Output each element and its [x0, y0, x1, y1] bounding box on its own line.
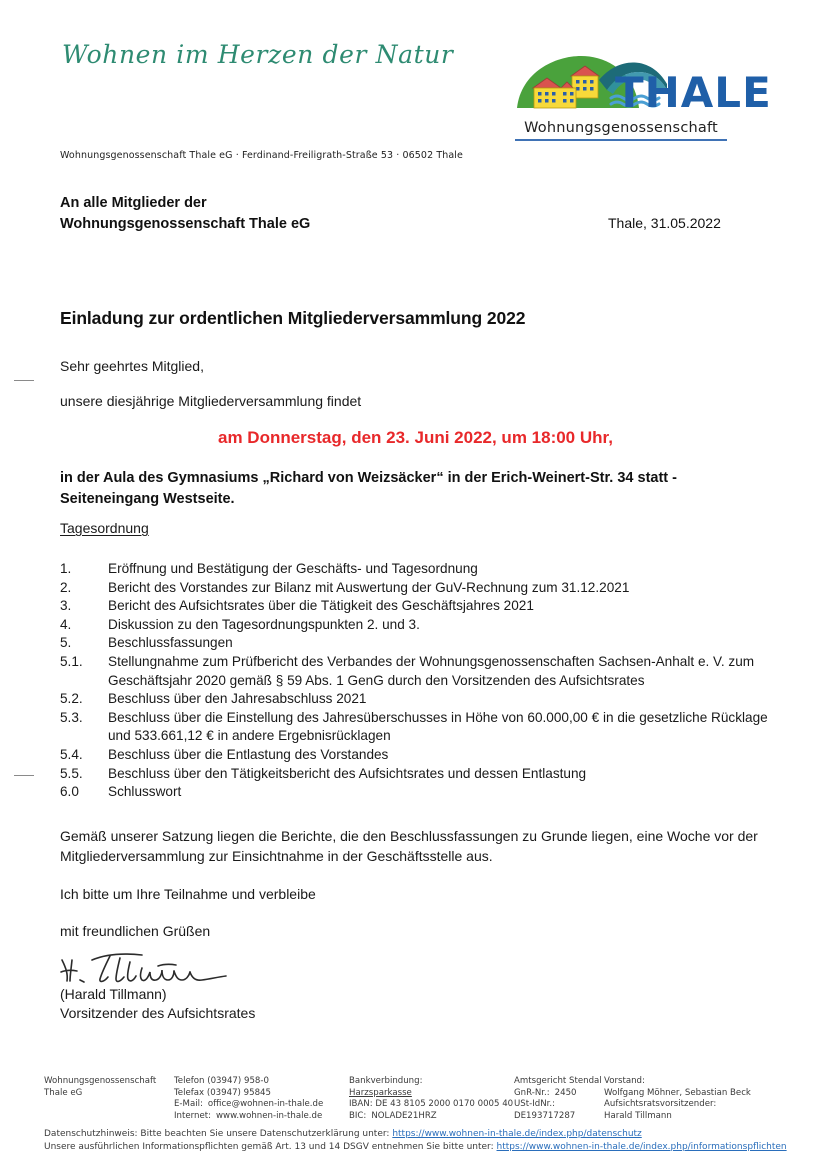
agenda-item: [60, 690, 772, 709]
agenda-item-number: 5.1.: [60, 653, 83, 669]
footer-email-label: E-Mail:: [174, 1099, 203, 1110]
place-and-date: Thale, 31.05.2022: [608, 215, 721, 231]
agenda-item: [60, 709, 772, 746]
closing-request: Ich bitte um Ihre Teilnahme und verbleibe: [60, 886, 316, 902]
sender-address-line: Wohnungsgenossenschaft Thale eG · Ferdinand-Freiligrath-Straße 53 · 06502 Thale: [60, 150, 463, 161]
logo-graphic: [515, 50, 772, 122]
company-logo: [515, 50, 772, 141]
footer-bank-name: Harzsparkasse: [349, 1087, 412, 1098]
agenda-item-text: Beschluss über den Jahresabschluss 2021: [108, 691, 367, 707]
agenda-item-text: Bericht des Aufsichtsrates über die Tätigkeit des Geschäftsjahres 2021: [108, 598, 534, 614]
agenda-item-number: 5.3.: [60, 709, 83, 725]
privacy-policy-link[interactable]: https://www.wohnen-in-thale.de/index.php/datenschutz: [392, 1129, 642, 1139]
agenda-item-text: Beschluss über die Einstellung des Jahresüberschusses in Höhe von 60.000,00 € in die gesetzliche Rücklage und 533.661,12 € in andere Ergebnisrücklagen: [108, 709, 768, 744]
recipient-line-2: Wohnungsgenossenschaft Thale eG: [60, 216, 311, 232]
fold-mark-lower: [14, 775, 34, 776]
footer: [44, 1076, 789, 1122]
privacy-line-2: [44, 1141, 804, 1154]
privacy-line-1-text: Datenschutzhinweis: Bitte beachten Sie unsere Datenschutzerklärung unter:: [44, 1129, 390, 1139]
footer-register-column: [514, 1076, 604, 1122]
privacy-notice: [44, 1128, 804, 1154]
agenda-item: [60, 597, 772, 616]
footer-internet-row: [174, 1111, 349, 1123]
recipient-address: [60, 193, 310, 235]
footer-board-title: Vorstand:: [604, 1076, 645, 1086]
information-obligations-link[interactable]: https://www.wohnen-in-thale.de/index.php/informationspflichten: [496, 1142, 787, 1152]
footer-chair-title: Aufsichtsratsvorsitzender:: [604, 1099, 717, 1110]
agenda-item-number: 5.4.: [60, 746, 83, 762]
footer-company-line-1: Wohnungsgenossenschaft: [44, 1076, 157, 1086]
footer-bank-bic-label: BIC:: [349, 1110, 367, 1121]
agenda-item-text: Beschluss über die Entlastung des Vorstandes: [108, 746, 389, 762]
agenda-item-text: Beschluss über den Tätigkeitsbericht des Aufsichtsrates und dessen Entlastung: [108, 765, 587, 781]
footer-fax: Telefax (03947) 95845: [174, 1087, 271, 1098]
signer-role: Vorsitzender des Aufsichtsrates: [60, 1005, 256, 1021]
agenda-item: [60, 653, 772, 690]
footer-board-column: [604, 1076, 789, 1122]
footer-gnr-value: 2450: [554, 1087, 577, 1098]
agenda-item: [60, 616, 772, 635]
salutation: Sehr geehrtes Mitglied,: [60, 358, 204, 374]
footer-chair-name: Harald Tillmann: [604, 1110, 672, 1121]
agenda-item-text: Eröffnung und Bestätigung der Geschäfts- und Tagesordnung: [108, 561, 478, 576]
meeting-venue: in der Aula des Gymnasiums „Richard von Weizsäcker“ in der Erich-Weinert-Str. 34 statt - Seiteneingang Westseite.: [60, 470, 677, 507]
agenda-item: [60, 783, 772, 802]
letter-headline: Einladung zur ordentlichen Mitgliederversammlung 2022: [60, 308, 526, 328]
footer-email-value: office@wohnen-in-thale.de: [207, 1099, 324, 1110]
agenda-item-number: 5.: [60, 635, 72, 651]
agenda-item-number: 5.5.: [60, 765, 83, 781]
agenda-item-text: Bericht des Vorstandes zur Bilanz mit Auswertung der GuV-Rechnung zum 31.12.2021: [108, 579, 630, 595]
agenda-item: [60, 579, 772, 598]
closing-regards: mit freundlichen Grüßen: [60, 923, 211, 939]
agenda-heading: Tagesordnung: [60, 520, 149, 536]
agenda-item: [60, 765, 772, 784]
agenda-item: [60, 746, 772, 765]
footer-bank-bic-row: [349, 1111, 514, 1123]
agenda-item-text: Schlusswort: [108, 784, 182, 800]
intro-sentence: unsere diesjährige Mitgliederversammlung findet: [60, 393, 362, 409]
agenda-item-number: 5.2.: [60, 691, 83, 707]
privacy-line-1: [44, 1128, 804, 1141]
footer-board-members: Wolfgang Möhner, Sebastian Beck: [604, 1087, 751, 1098]
footer-company-column: [44, 1076, 174, 1099]
agenda-item: [60, 634, 772, 653]
agenda-item-number: 6.0: [60, 784, 79, 800]
footer-register-court: Amtsgericht Stendal: [514, 1076, 602, 1086]
company-slogan: Wohnen im Herzen der Natur: [62, 40, 454, 69]
footer-ust-value: DE193717287: [514, 1110, 576, 1121]
footer-email-row: [174, 1099, 349, 1111]
agenda-item-text: Beschlussfassungen: [108, 635, 233, 651]
agenda-item-number: 3.: [60, 598, 72, 614]
footer-phone: Telefon (03947) 958-0: [174, 1076, 269, 1086]
handwritten-signature: [58, 948, 278, 990]
footer-ust-label: USt-IdNr.:: [514, 1099, 556, 1110]
agenda-item-text: Diskussion zu den Tagesordnungspunkten 2. und 3.: [108, 616, 420, 632]
footer-internet-label: Internet:: [174, 1110, 212, 1121]
meeting-date-highlight: am Donnerstag, den 23. Juni 2022, um 18:00 Uhr,: [218, 428, 613, 447]
footer-bank-title: Bankverbindung:: [349, 1076, 423, 1086]
footer-bank-bic-value: NOLADE21HRZ: [371, 1110, 437, 1121]
agenda-item-number: 4.: [60, 616, 72, 632]
footer-gnr-label: GnR-Nr.:: [514, 1087, 550, 1098]
footer-contact-column: [174, 1076, 349, 1122]
closing-paragraph: Gemäß unserer Satzung liegen die Berichte, die den Beschlussfassungen zu Grunde liegen, eine Woche vor der Mitgliederversammlung zur Einsichtnahme in der Geschäftsstelle aus.: [60, 828, 758, 864]
footer-internet-value: www.wohnen-in-thale.de: [216, 1110, 323, 1121]
logo-divider: [515, 139, 727, 141]
logo-wordmark: THALE: [615, 68, 772, 117]
footer-gnr-row: [514, 1088, 604, 1100]
footer-bank-iban: IBAN: DE 43 8105 2000 0170 0005 40: [349, 1099, 514, 1110]
fold-mark-upper: [14, 380, 34, 381]
footer-company-line-2: Thale eG: [44, 1087, 83, 1098]
agenda-list: [60, 560, 772, 802]
agenda-item-number: 1.: [60, 561, 72, 576]
logo-subtitle: Wohnungsgenossenschaft: [524, 120, 718, 136]
privacy-line-2-text: Unsere ausführlichen Informationspflichten gemäß Art. 13 und 14 DSGV entnehmen Sie bitte unter:: [44, 1142, 494, 1152]
recipient-line-1: An alle Mitglieder der: [60, 195, 207, 211]
footer-bank-column: [349, 1076, 514, 1122]
agenda-item-number: 2.: [60, 579, 72, 595]
signer-block: [60, 985, 255, 1023]
agenda-item: [60, 560, 772, 579]
agenda-item-text: Stellungnahme zum Prüfbericht des Verbandes der Wohnungsgenossenschaften Sachsen-Anhalt e. V. zum Geschäftsjahr 2020 gemäß § 59 Abs. 1 GenG durch den Vorsitzenden des Aufsichtsrates: [108, 653, 755, 688]
signer-name: (Harald Tillmann): [60, 986, 167, 1002]
